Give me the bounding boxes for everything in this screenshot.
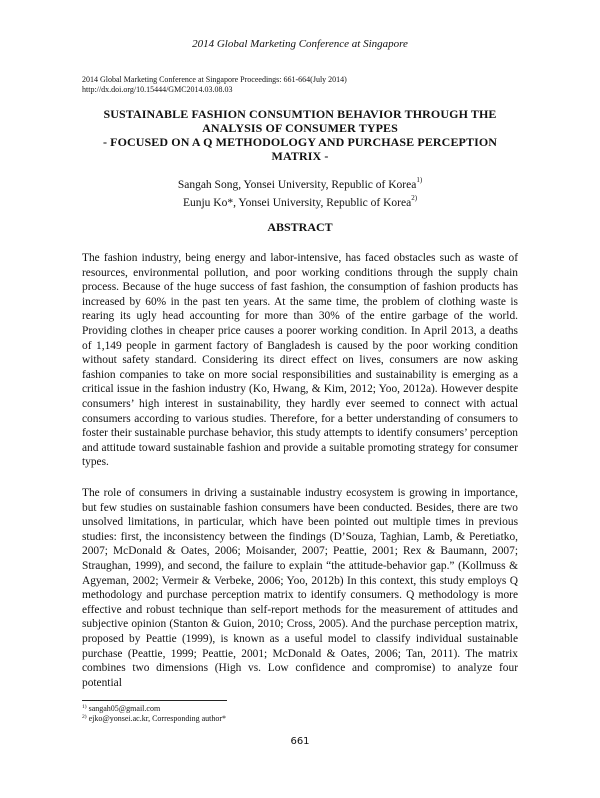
title-line: SUSTAINABLE FASHION CONSUMTION BEHAVIOR THROUGH THE: [103, 107, 497, 121]
subtitle-line: MATRIX -: [271, 149, 329, 163]
doi-link[interactable]: http://dx.doi.org/10.15444/GMC2014.03.08.03: [82, 85, 233, 94]
author-list: [82, 176, 518, 212]
author-footnote-mark: 1): [416, 176, 423, 184]
abstract-paragraph: The fashion industry, being energy and labor-intensive, has faced obstacles such as waste of resources, environmental pollution, and poor working conditions through the supply chain process. Because of the huge success of fast fashion, the consumption of fashion products has increased by 60% in the past ten years. At the same time, the problem of clothing waste is rearing its ugly head accounting for more than 30% of the entire garbage of the world. Providing clothes in cheaper price causes a poorer working condition. In April 2013, a deaths of 1,149 people in garment factory of Bangladesh is caused by the poor working condition without safety standard. Considering its direct effect on lives, consumers are now asking fashion companies to take on more social responsibilities and sustainability is emerging as a critical issue in the fashion industry (Ko, Hwang, & Kim, 2012; Yoo, 2012a). However despite consumers’ high interest in sustainability, they hardly ever seemed to connect with actual consumers according to various studies. Therefore, for a better understanding of consumers to foster their sustainable purchase behavior, this study attempts to identify consumers’ perception and attitude toward sustainable fashion and provide a suitable promoting strategy for consumer types.: [82, 252, 518, 469]
subtitle-line: - FOCUSED ON A Q METHODOLOGY AND PURCHASE PERCEPTION: [102, 135, 498, 149]
running-head: 2014 Global Marketing Conference at Singapore: [192, 38, 408, 50]
footnote: [82, 704, 226, 714]
footnote: [82, 714, 226, 724]
author-entry: [82, 194, 518, 212]
footnote-email: sangah05@gmail.com: [88, 704, 161, 713]
proceedings-info: [82, 75, 347, 95]
title-line: ANALYSIS OF CONSUMER TYPES: [202, 121, 398, 135]
author-entry: [82, 176, 518, 194]
abstract-paragraph: The role of consumers in driving a sustainable industry ecosystem is growing in importance, but few studies on sustainable fashion consumers have been conducted. Besides, there are two unsolved limitations, in particular, which have been pointed out multiple times in previous studies: first, the inconsistency between the findings (D’Souza, Taghian, Lamb, & Peretiatko, 2007; McDonald & Oates, 2006; Moisander, 2007; Peattie, 2001; Rex & Baumann, 2007; Straughan, 1999), and second, the failure to explain “the attitude-behavior gap.” (Kollmuss & Agyeman, 2002; Vermeir & Verbeke, 2006; Yoo, 2012b) In this context, this study employs Q methodology and purchase perception matrix to identify consumers. Q methodology is more effective and robust technique than self-report methods for the measurement of attitudes and subjective opinion (Stanton & Guion, 2010; Cross, 2005). And the purchase perception matrix, proposed by Peattie (1999), is known as a useful model to classify individual sustainable purchase (Peattie, 1999; Peattie, 2001; McDonald & Oates, 2006; Tan, 2011). The matrix combines two dimensions (High vs. Low confidence and compromise) to analyze four potential: [82, 487, 518, 689]
paper-title: [82, 107, 518, 163]
footnote-mark: 2): [82, 714, 87, 720]
abstract-heading: ABSTRACT: [267, 220, 333, 234]
author-footnote-mark: 2): [411, 194, 418, 202]
footnote-email: ejko@yonsei.ac.kr, Corresponding author*: [88, 714, 227, 723]
page-number: 661: [290, 736, 310, 747]
author-name: Eunju Ko*, Yonsei University, Republic of Korea: [182, 197, 412, 209]
author-name: Sangah Song, Yonsei University, Republic of Korea: [177, 179, 417, 191]
proceedings-citation: 2014 Global Marketing Conference at Singapore Proceedings: 661-664(July 2014): [82, 75, 347, 84]
footnotes: [82, 704, 226, 724]
footnote-divider: [82, 700, 227, 701]
footnote-mark: 1): [82, 704, 87, 710]
